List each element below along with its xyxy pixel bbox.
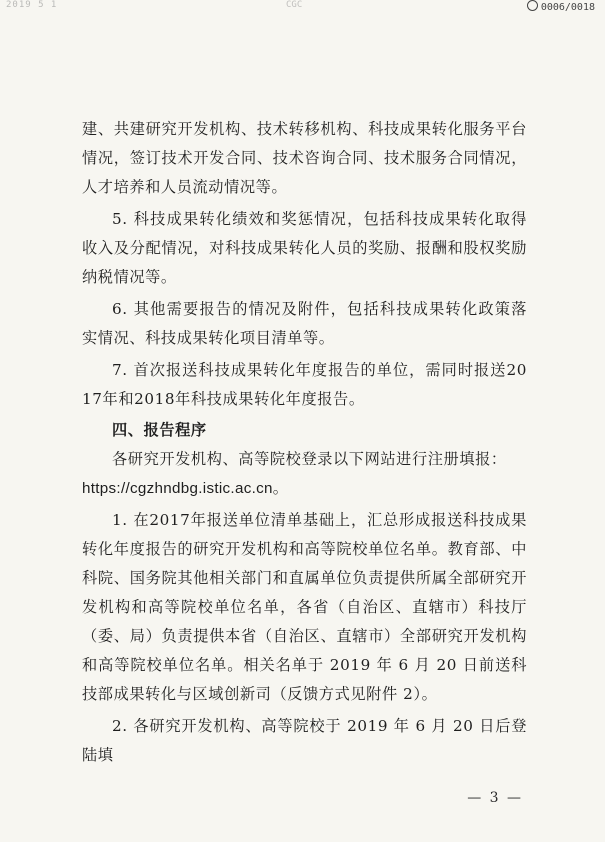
paragraph-item-6: 6. 其他需要报告的情况及附件，包括科技成果转化政策落实情况、科技成果转化项目清单等。 bbox=[82, 300, 527, 347]
paragraph-continued: 建、共建研究开发机构、技术转移机构、科技成果转化服务平台情况，签订技术开发合同、技术咨询合同、技术服务合同情况，人才培养和人员流动情况等。 bbox=[82, 120, 527, 196]
fax-page-count: 0006/0018 bbox=[540, 2, 595, 13]
fax-header-mid: CGC bbox=[286, 0, 303, 10]
document-body bbox=[82, 115, 527, 770]
paragraph-item-5: 5. 科技成果转化绩效和奖惩情况，包括科技成果转化取得收入及分配情况，对科技成果转化人员的奖励、报酬和股权奖励纳税情况等。 bbox=[82, 210, 527, 286]
fax-header-right bbox=[527, 0, 595, 13]
procedure-intro: 各研究开发机构、高等院校登录以下网站进行注册填报： bbox=[112, 450, 507, 468]
registration-url[interactable]: https://cgzhndbg.istic.ac.cn。 bbox=[82, 480, 289, 497]
fax-mark-icon bbox=[527, 0, 538, 11]
procedure-item-2: 2. 各研究开发机构、高等院校于 2019 年 6 月 20 日后登陆填 bbox=[82, 717, 527, 764]
section-heading: 四、报告程序 bbox=[112, 421, 207, 439]
page-number: — 3 — bbox=[467, 790, 523, 806]
fax-header bbox=[0, 0, 605, 12]
paragraph-item-7: 7. 首次报送科技成果转化年度报告的单位，需同时报送2017年和2018年科技成果转化年度报告。 bbox=[82, 361, 527, 408]
procedure-item-1: 1. 在2017年报送单位清单基础上，汇总形成报送科技成果转化年度报告的研究开发机构和高等院校单位名单。教育部、中科院、国务院其他相关部门和直属单位负责提供所属全部研究开发机构和高等院校单位名单，各省（自治区、直辖市）科技厅（委、局）负责提供本省（自治区、直辖市）全部研究开发机构和高等院校单位名单。相关名单于 2019 年 6 月 20 日前送科技部成果转化与区域创新司（反馈方式见附件 2）。 bbox=[82, 511, 527, 703]
fax-header-left: 2019 5 1 bbox=[6, 0, 58, 10]
